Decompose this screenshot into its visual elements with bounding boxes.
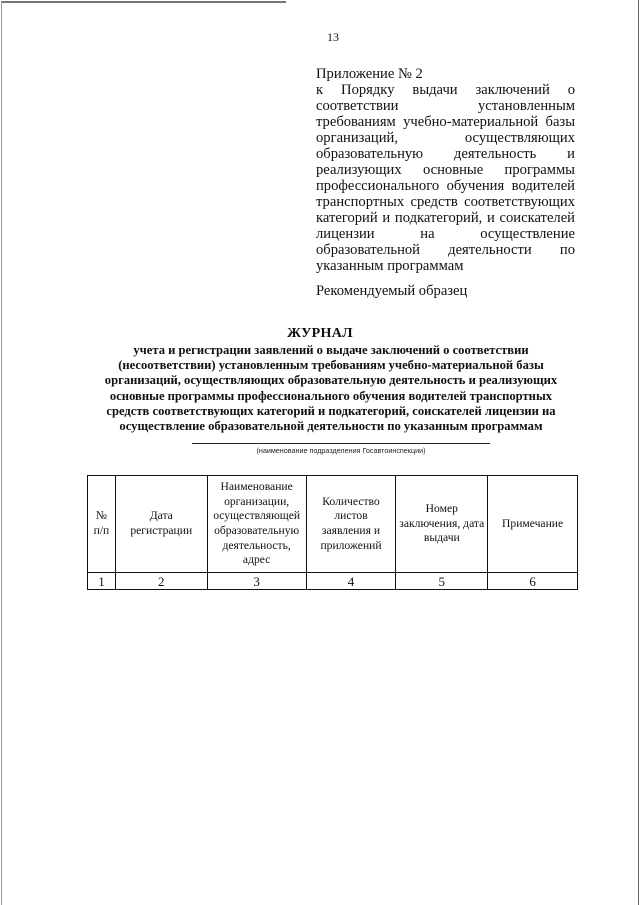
appendix-line: образовательной деятельности по bbox=[316, 242, 575, 258]
journal-subtitle-line: организаций, осуществляющих образовательную деятельность и реализующих bbox=[104, 373, 558, 388]
journal-subtitle-line: основные программы профессионального обучения водителей транспортных bbox=[109, 388, 553, 403]
appendix-line: к Порядку выдачи заключений о bbox=[316, 82, 575, 98]
table-header-row bbox=[88, 476, 578, 573]
page-border-left bbox=[1, 2, 2, 905]
journal-subtitle-line: средств соответствующих категорий и подкатегорий, соискателей лицензии на bbox=[106, 403, 556, 418]
column-header-conclusion-number: Номер заключения, дата выдачи bbox=[396, 476, 488, 573]
appendix-line: организаций, осуществляющих bbox=[316, 130, 575, 146]
table-row bbox=[88, 573, 578, 590]
appendix-line: образовательную деятельность и bbox=[316, 146, 575, 162]
page-number: 13 bbox=[327, 30, 339, 44]
column-header-registration-date: Дата регистрации bbox=[115, 476, 207, 573]
appendix-line: указанным программам bbox=[316, 258, 464, 274]
column-header-note: Примечание bbox=[488, 476, 578, 573]
appendix-line: реализующих основные программы bbox=[316, 162, 575, 178]
appendix-line: требованиям учебно-материальной базы bbox=[316, 114, 575, 130]
journal-subtitle-line: учета и регистрации заявлений о выдаче заключений о соответствии bbox=[133, 343, 529, 357]
column-index-cell: 4 bbox=[306, 573, 396, 590]
appendix-line: профессионального обучения водителей bbox=[316, 178, 575, 194]
appendix-line: соискателей лицензии на осуществление bbox=[316, 210, 575, 242]
journal-subtitle bbox=[88, 343, 574, 434]
column-index-cell: 2 bbox=[115, 573, 207, 590]
appendix-header bbox=[316, 66, 575, 274]
column-index-cell: 5 bbox=[396, 573, 488, 590]
appendix-line: транспортных средств соответствующих bbox=[316, 194, 575, 210]
page-border-top bbox=[1, 1, 286, 3]
journal-table bbox=[87, 475, 578, 590]
appendix-title: Приложение № 2 bbox=[316, 66, 423, 82]
column-header-organization: Наименование организации, осуществляющей образовательную деятельность, адрес bbox=[207, 476, 306, 573]
column-index-cell: 6 bbox=[488, 573, 578, 590]
journal-subtitle-line: (несоответствии) установленным требованиям учебно-материальной базы bbox=[118, 358, 544, 373]
appendix-line: соответствии установленным bbox=[316, 98, 575, 114]
column-header-number: № п/п bbox=[88, 476, 116, 573]
recommended-sample-label: Рекомендуемый образец bbox=[316, 283, 468, 299]
column-index-cell: 3 bbox=[207, 573, 306, 590]
column-header-sheet-count: Количество листов заявления и приложений bbox=[306, 476, 396, 573]
page-border-right bbox=[638, 0, 639, 905]
column-index-cell: 1 bbox=[88, 573, 116, 590]
department-fill-line bbox=[192, 443, 490, 444]
journal-subtitle-line: осуществление образовательной деятельности по указанным программам bbox=[119, 419, 543, 434]
journal-title: ЖУРНАЛ bbox=[287, 326, 353, 341]
department-caption: (наименование подразделения Госавтоинспекции) bbox=[256, 446, 426, 455]
appendix-body bbox=[316, 82, 575, 274]
appendix-line: категорий и подкатегорий, и bbox=[316, 210, 500, 226]
